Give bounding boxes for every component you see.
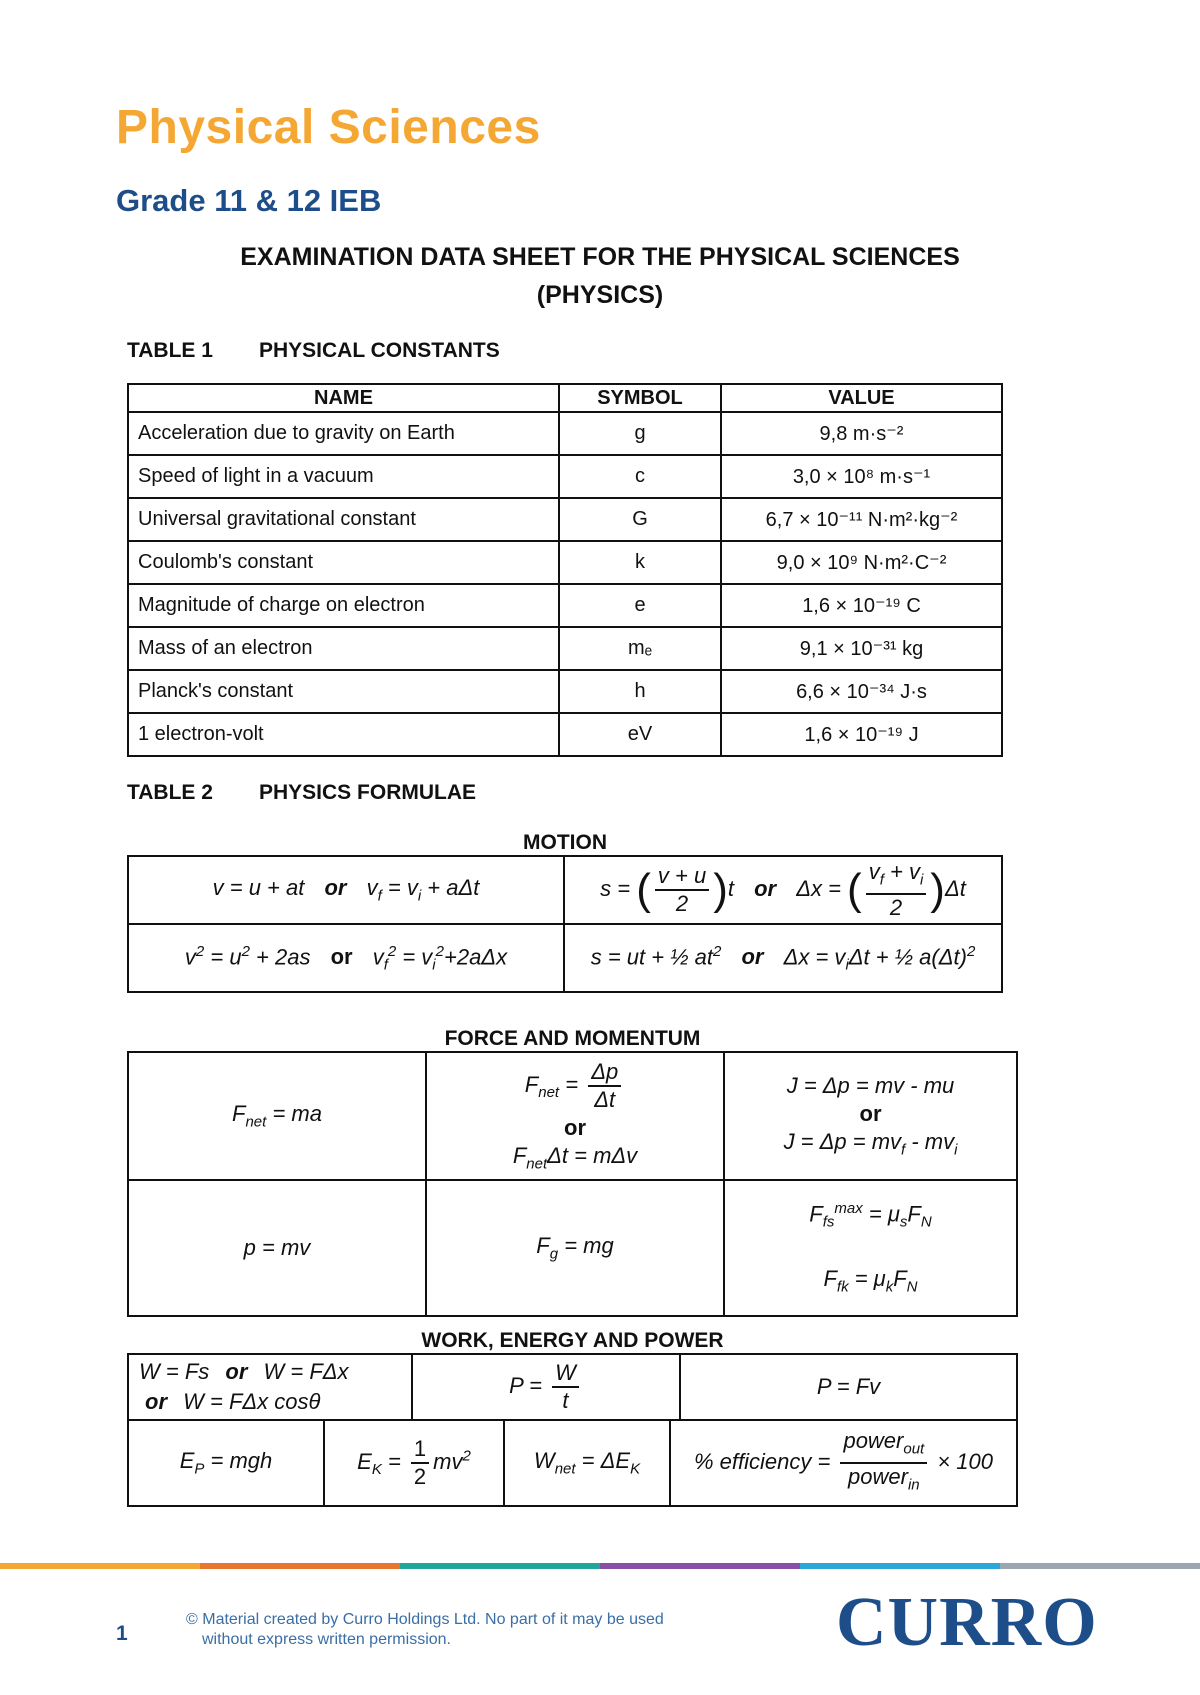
formula-cell: $F_{net}$ = ma: [128, 1052, 426, 1180]
footer-stripe-blue: [800, 1563, 1000, 1569]
force-formulae-table: [127, 1051, 1018, 1317]
curro-logo: CURRO: [836, 1584, 1098, 1661]
column-header-symbol: SYMBOL: [559, 384, 721, 412]
constant-symbol: h: [559, 670, 721, 713]
footer-stripe-dark-orange: [200, 1563, 400, 1569]
column-header-name: NAME: [128, 384, 559, 412]
constant-symbol: mₑ: [559, 627, 721, 670]
table-row: [128, 856, 1002, 924]
physical-constants-table: [127, 383, 1003, 757]
copyright-line-1: © Material created by Curro Holdings Ltd. No part of it may be used: [186, 1611, 664, 1628]
formula-cell: v = u + at or $v_f = v_i + a\Delta t$: [128, 856, 564, 924]
constant-value: 6,7 × 10⁻¹¹ N·m²·kg⁻²: [721, 498, 1002, 541]
table-row: [128, 670, 1002, 713]
table1-number: TABLE 1: [127, 339, 213, 362]
footer-stripe-orange: [0, 1563, 200, 1569]
table-row: [128, 1354, 1017, 1420]
page-title: Physical Sciences: [116, 101, 541, 154]
page-subtitle: Grade 11 & 12 IEB: [116, 183, 382, 218]
table-row: [128, 924, 1002, 992]
formula-cell: J = Δp = mv - mu or $J = \Delta p = mv_f - mv_i$: [724, 1052, 1017, 1180]
formula-cell: P = $\frac{W}{t}$: [412, 1354, 680, 1420]
constant-symbol: G: [559, 498, 721, 541]
table2-title: PHYSICS FORMULAE: [259, 781, 477, 804]
formula-cell: s = ( $\frac{v + u}{2}$ )t or Δx = ( $\frac{v_f + v_i}{2}$ )Δt: [564, 856, 1002, 924]
constant-symbol: e: [559, 584, 721, 627]
motion-heading: MOTION: [523, 831, 607, 854]
constant-value: 3,0 × 10⁸ m·s⁻¹: [721, 455, 1002, 498]
work-formulae-table-bottom: [127, 1419, 1018, 1507]
constant-symbol: eV: [559, 713, 721, 756]
constant-name: Mass of an electron: [128, 627, 559, 670]
constant-value: 1,6 × 10⁻¹⁹ C: [721, 584, 1002, 627]
table-row: [128, 541, 1002, 584]
formula-cell: $E_K$ = $\frac{1}{2}$ $mv^2$: [324, 1420, 504, 1506]
or-text: or: [741, 943, 764, 969]
footer-stripe-grey: [1000, 1563, 1200, 1569]
copyright-line-2: without express written permission.: [202, 1631, 451, 1648]
table-row: [128, 1420, 1017, 1506]
formula-cell: % efficiency = $\frac{power_{out}}{power_{in}}$ × 100: [670, 1420, 1017, 1506]
table1-label: [127, 339, 500, 363]
footer-stripe-purple: [600, 1563, 800, 1569]
constant-value: 9,1 × 10⁻³¹ kg: [721, 627, 1002, 670]
force-heading: FORCE AND MOMENTUM: [444, 1027, 701, 1050]
constant-name: Planck's constant: [128, 670, 559, 713]
constant-value: 1,6 × 10⁻¹⁹ J: [721, 713, 1002, 756]
formula-cell: $F_{fs}^{max} = \mu_sF_N$ $F_{fk} = \mu_kF_N$: [724, 1180, 1017, 1316]
efficiency-label: % efficiency =: [693, 1448, 831, 1474]
formula-cell: s = ut + ½ $at^2$ or $\Delta x = v_i\Delta t$ + ½ $a(\Delta t)^2$: [564, 924, 1002, 992]
copyright-notice: [186, 1610, 664, 1650]
formula-cell: $v^2 = u^2 + 2as$ or $v_f^2 = v_i^2+2a\Delta x$: [128, 924, 564, 992]
formula-cell: W = Fs or W = FΔx or W = FΔx cosθ: [128, 1354, 412, 1420]
table1-title: PHYSICAL CONSTANTS: [259, 339, 500, 362]
document-heading: [116, 238, 1084, 314]
formula-cell: P = Fv: [680, 1354, 1017, 1420]
or-text: or: [324, 875, 347, 901]
or-text: or: [754, 875, 777, 901]
formula-cell: $W_{net} = \Delta E_K$: [504, 1420, 670, 1506]
table-header-row: [128, 384, 1002, 412]
constant-value: 9,0 × 10⁹ N·m²·C⁻²: [721, 541, 1002, 584]
constant-value: 6,6 × 10⁻³⁴ J·s: [721, 670, 1002, 713]
constant-name: 1 electron-volt: [128, 713, 559, 756]
table-row: [128, 498, 1002, 541]
or-text: or: [859, 1101, 882, 1127]
or-text: or: [145, 1389, 167, 1414]
column-header-value: VALUE: [721, 384, 1002, 412]
table-row: [128, 713, 1002, 756]
table-row: [128, 627, 1002, 670]
or-text: or: [564, 1115, 586, 1141]
constant-name: Magnitude of charge on electron: [128, 584, 559, 627]
work-formulae-table-top: [127, 1353, 1018, 1421]
table2-label: [127, 781, 476, 805]
formula-cell: $E_P$ = mgh: [128, 1420, 324, 1506]
work-heading: WORK, ENERGY AND POWER: [421, 1329, 724, 1352]
constant-symbol: g: [559, 412, 721, 455]
or-text: or: [330, 943, 353, 969]
table-row: [128, 455, 1002, 498]
table-row: [128, 584, 1002, 627]
formula-cell: $F_g$ = mg: [426, 1180, 724, 1316]
table-row: [128, 1052, 1017, 1180]
footer-stripe-teal: [400, 1563, 600, 1569]
constant-name: Universal gravitational constant: [128, 498, 559, 541]
table-row: [128, 412, 1002, 455]
constant-symbol: c: [559, 455, 721, 498]
motion-formulae-table: [127, 855, 1003, 993]
table-row: [128, 1180, 1017, 1316]
constant-name: Acceleration due to gravity on Earth: [128, 412, 559, 455]
constant-symbol: k: [559, 541, 721, 584]
heading-line-1: EXAMINATION DATA SHEET FOR THE PHYSICAL SCIENCES: [240, 243, 960, 271]
constant-name: Speed of light in a vacuum: [128, 455, 559, 498]
table2-number: TABLE 2: [127, 781, 213, 804]
page-number: 1: [116, 1622, 128, 1645]
or-text: or: [225, 1359, 248, 1384]
constant-value: 9,8 m·s⁻²: [721, 412, 1002, 455]
formula-cell: p = mv: [128, 1180, 426, 1316]
formula-cell: $F_{net}$ = $\frac{\Delta p}{\Delta t}$ or $F_{net}\Delta t = m\Delta v$: [426, 1052, 724, 1180]
constant-name: Coulomb's constant: [128, 541, 559, 584]
heading-line-2: (PHYSICS): [536, 281, 664, 309]
